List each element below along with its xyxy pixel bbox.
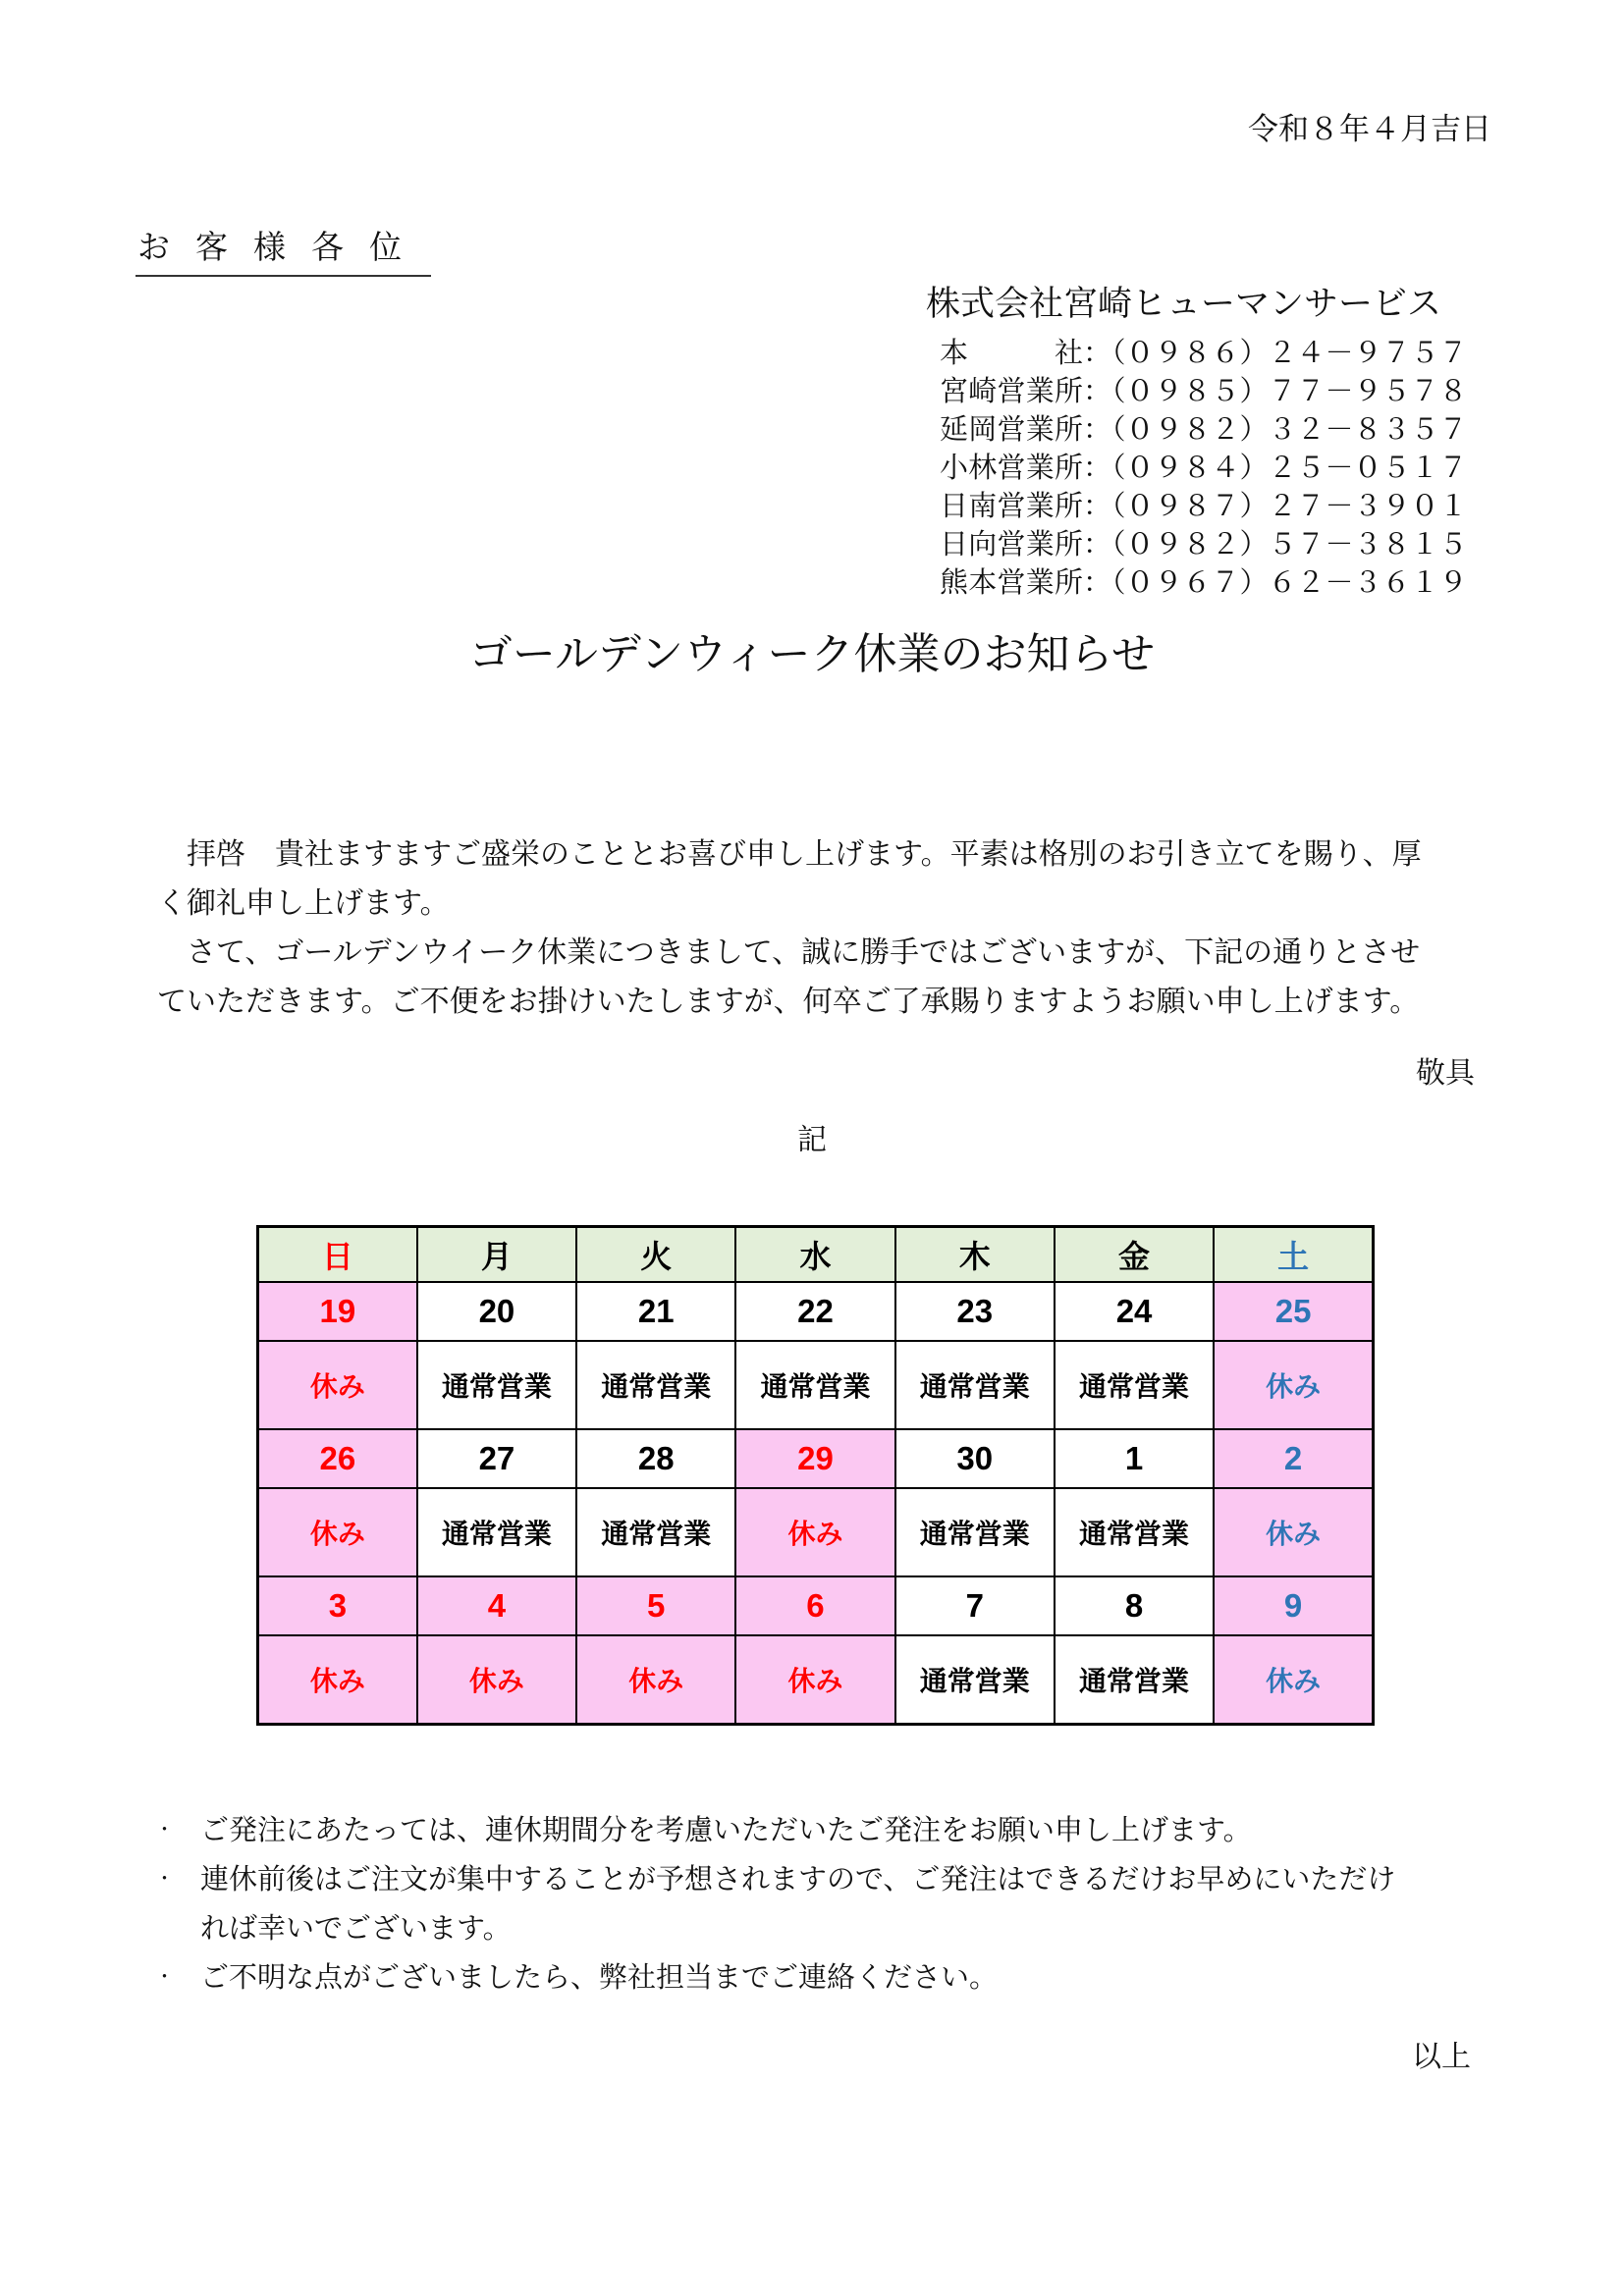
company-block xyxy=(926,277,1468,603)
status-cell: 通常営業 xyxy=(735,1341,894,1429)
office-colon: ： xyxy=(1083,414,1112,446)
note-lines xyxy=(200,1953,998,2002)
status-cell: 通常営業 xyxy=(1055,1635,1214,1725)
status-cell: 休み xyxy=(1214,1635,1373,1725)
office-colon: ： xyxy=(1083,491,1112,522)
end-marker: 以上 xyxy=(1412,2041,1471,2073)
weekday-header: 土 xyxy=(1214,1227,1373,1283)
note-bullet: ・ xyxy=(155,1820,175,1841)
office-phone: （０９８６）２４－９７５７ xyxy=(1111,338,1468,369)
office-line xyxy=(940,335,1468,373)
body-line: さて、ゴールデンウイーク休業につきまして、誠に勝手ではございますが、下記の通りとさせ xyxy=(187,936,1421,969)
weekday-header: 木 xyxy=(895,1227,1055,1283)
status-row xyxy=(258,1488,1374,1576)
status-cell: 通常営業 xyxy=(576,1341,735,1429)
status-row xyxy=(258,1341,1374,1429)
date-cell: 30 xyxy=(895,1429,1055,1488)
weekday-header: 水 xyxy=(735,1227,894,1283)
status-cell: 休み xyxy=(258,1635,417,1725)
status-cell: 休み xyxy=(1214,1341,1373,1429)
weekday-header-row xyxy=(258,1227,1374,1283)
holiday-calendar xyxy=(256,1225,1375,1726)
status-cell: 通常営業 xyxy=(895,1488,1055,1576)
status-cell: 通常営業 xyxy=(895,1635,1055,1725)
date-cell: 20 xyxy=(417,1282,576,1341)
document-title: ゴールデンウィーク休業のお知らせ xyxy=(468,630,1156,678)
note-line: 連休前後はご注文が集中することが予想されますので、ご発注はできるだけお早めにいただけ xyxy=(200,1864,1396,1896)
note-item xyxy=(155,1953,1395,2002)
note-bullet: ・ xyxy=(155,1869,175,1890)
status-cell: 通常営業 xyxy=(895,1341,1055,1429)
note-lines xyxy=(200,1855,1395,1953)
date-cell: 29 xyxy=(735,1429,894,1488)
date-cell: 28 xyxy=(576,1429,735,1488)
weekday-header: 日 xyxy=(258,1227,417,1283)
status-cell: 休み xyxy=(1214,1488,1373,1576)
office-label: 本社 xyxy=(940,338,1083,369)
office-colon: ： xyxy=(1083,376,1112,407)
body-text xyxy=(157,830,1422,1027)
office-label: 宮崎営業所 xyxy=(940,376,1083,407)
date-cell: 22 xyxy=(735,1282,894,1341)
office-line xyxy=(940,564,1468,603)
weekday-header: 火 xyxy=(576,1227,735,1283)
note-line: ご不明な点がございましたら、弊社担当までご連絡ください。 xyxy=(200,1962,999,1994)
notes xyxy=(155,1806,1395,2002)
record-marker: 記 xyxy=(797,1124,827,1156)
date-cell: 21 xyxy=(576,1282,735,1341)
date-cell: 6 xyxy=(735,1576,894,1635)
office-phone: （０９８４）２５－０５１７ xyxy=(1111,453,1468,484)
office-line xyxy=(940,411,1468,450)
office-phone: （０９８５）７７－９５７８ xyxy=(1111,376,1468,407)
date-cell: 2 xyxy=(1214,1429,1373,1488)
note-line: れば幸いでございます。 xyxy=(200,1913,512,1945)
closing-keigu: 敬具 xyxy=(1416,1057,1475,1090)
date-cell: 9 xyxy=(1214,1576,1373,1635)
date-cell: 26 xyxy=(258,1429,417,1488)
date-cell: 7 xyxy=(895,1576,1055,1635)
status-cell: 通常営業 xyxy=(576,1488,735,1576)
weekday-header: 金 xyxy=(1055,1227,1214,1283)
status-cell: 休み xyxy=(258,1488,417,1576)
office-line xyxy=(940,488,1468,526)
recipient: お客様各位 xyxy=(135,222,431,277)
office-label: 熊本営業所 xyxy=(940,567,1083,599)
date-cell: 3 xyxy=(258,1576,417,1635)
body-line: く御礼申し上げます。 xyxy=(157,887,450,920)
office-label: 小林営業所 xyxy=(940,453,1083,484)
date-cell: 24 xyxy=(1055,1282,1214,1341)
office-colon: ： xyxy=(1083,453,1112,484)
office-label: 延岡営業所 xyxy=(940,414,1083,446)
date-cell: 25 xyxy=(1214,1282,1373,1341)
body-line: 拝啓 貴社ますますご盛栄のこととお喜び申し上げます。平素は格別のお引き立てを賜り、厚 xyxy=(187,838,1422,871)
status-cell: 休み xyxy=(258,1341,417,1429)
status-row xyxy=(258,1635,1374,1725)
status-cell: 通常営業 xyxy=(417,1341,576,1429)
status-cell: 通常営業 xyxy=(417,1488,576,1576)
date-cell: 27 xyxy=(417,1429,576,1488)
note-bullet: ・ xyxy=(155,1967,175,1988)
note-item xyxy=(155,1855,1395,1953)
office-phone: （０９８２）３２－８３５７ xyxy=(1111,414,1468,446)
date-row xyxy=(258,1429,1374,1488)
status-cell: 休み xyxy=(735,1635,894,1725)
date-cell: 1 xyxy=(1055,1429,1214,1488)
status-cell: 休み xyxy=(735,1488,894,1576)
office-colon: ： xyxy=(1083,338,1112,369)
office-phone: （０９８７）２７－３９０１ xyxy=(1111,491,1468,522)
date-cell: 5 xyxy=(576,1576,735,1635)
date-row xyxy=(258,1576,1374,1635)
office-list xyxy=(940,335,1468,603)
status-cell: 通常営業 xyxy=(1055,1488,1214,1576)
company-name: 株式会社宮崎ヒューマンサービス xyxy=(926,285,1442,323)
office-line xyxy=(940,373,1468,411)
office-label: 日向営業所 xyxy=(940,529,1083,561)
date-cell: 4 xyxy=(417,1576,576,1635)
office-phone: （０９８２）５７－３８１５ xyxy=(1111,529,1468,561)
note-lines xyxy=(200,1806,1252,1855)
office-phone: （０９６７）６２－３６１９ xyxy=(1111,567,1468,599)
date-cell: 8 xyxy=(1055,1576,1214,1635)
note-item xyxy=(155,1806,1395,1855)
note-line: ご発注にあたっては、連休期間分を考慮いただいたご発注をお願い申し上げます。 xyxy=(200,1815,1252,1846)
date-cell: 19 xyxy=(258,1282,417,1341)
issue-date: 令和８年４月吉日 xyxy=(1248,112,1491,146)
date-cell: 23 xyxy=(895,1282,1055,1341)
office-line xyxy=(940,526,1468,564)
status-cell: 休み xyxy=(417,1635,576,1725)
office-colon: ： xyxy=(1083,567,1112,599)
body-line: ていただきます。ご不便をお掛けいたしますが、何卒ご了承賜りますようお願い申し上げます。 xyxy=(157,986,1420,1018)
weekday-header: 月 xyxy=(417,1227,576,1283)
office-colon: ： xyxy=(1083,529,1112,561)
date-row xyxy=(258,1282,1374,1341)
status-cell: 休み xyxy=(576,1635,735,1725)
office-line xyxy=(940,450,1468,488)
office-label: 日南営業所 xyxy=(940,491,1083,522)
status-cell: 通常営業 xyxy=(1055,1341,1214,1429)
